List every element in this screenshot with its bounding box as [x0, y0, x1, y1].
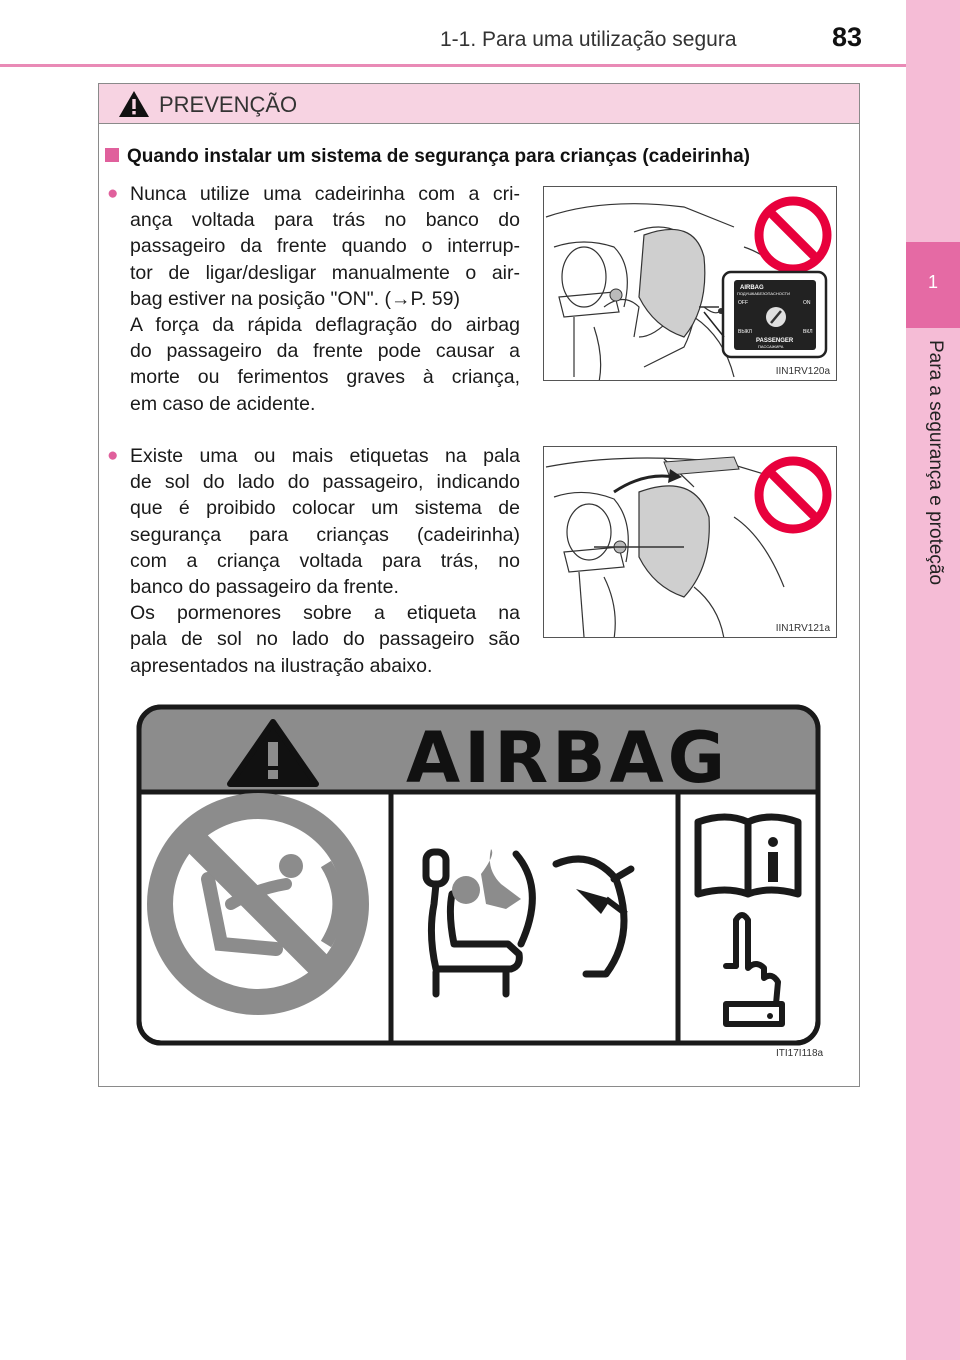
text-line: passageiro da frente quando o interrup-	[130, 235, 520, 258]
svg-text:ВЫКЛ: ВЫКЛ	[738, 329, 752, 335]
svg-text:ВКЛ: ВКЛ	[803, 329, 813, 335]
bullet-text-1	[130, 181, 520, 417]
text-line: Existe uma ou mais etiquetas na pala	[130, 445, 520, 467]
svg-text:ПАССАЖИРА: ПАССАЖИРА	[758, 344, 784, 349]
text-line: em caso de acidente.	[130, 392, 316, 415]
car-interior-illustration	[544, 447, 837, 638]
circle-bullet-icon: ●	[107, 445, 119, 466]
prohibited-child-seat-icon	[160, 806, 356, 1002]
circle-bullet-icon: ●	[107, 183, 119, 204]
page-number: 83	[832, 22, 863, 52]
text-line: ança voltada para trás no banco do	[130, 209, 520, 232]
warning-header	[99, 84, 859, 124]
text-line: banco do passageiro da frente.	[130, 576, 399, 599]
illustration-code: IIN1RV120a	[775, 366, 830, 377]
airbag-word: AIRBAG	[406, 717, 730, 799]
section-heading: Quando instalar um sistema de segurança para crianças (cadeirinha)	[105, 146, 750, 168]
side-strip	[906, 0, 960, 1360]
car-interior-illustration	[544, 187, 837, 381]
chapter-tab-label: Para a segurança e proteção	[925, 340, 946, 586]
airbag-warning-label	[136, 704, 821, 1046]
text-line: de sol do lado do passageiro, indicando	[130, 471, 520, 494]
warning-title: PREVENÇÃO	[159, 92, 298, 117]
page-header	[0, 0, 906, 62]
text-line: morte ou ferimentos graves à criança,	[130, 366, 520, 389]
airbag-label-graphic	[136, 704, 821, 1046]
text-line: que é proibido colocar um sistema de	[130, 497, 520, 520]
text-line: do passageiro da frente pode causar a	[130, 340, 520, 363]
illustration-airbag-switch	[543, 186, 837, 381]
header-divider	[0, 64, 906, 67]
illustration-sun-visor	[543, 446, 837, 638]
text-line: A força da rápida deflagração do airbag	[130, 314, 520, 337]
text-line: pala de sol no lado do passageiro são	[130, 628, 520, 651]
svg-text:ПОДУШКАБЕЗОПАСНОСТИ: ПОДУШКАБЕЗОПАСНОСТИ	[737, 291, 790, 296]
chapter-tab[interactable]	[906, 242, 960, 328]
text-line: bag estiver na posição "ON". (→P. 59)	[130, 287, 460, 310]
svg-text:OFF: OFF	[738, 300, 748, 306]
illustration-code: IIN1RV121a	[775, 623, 830, 634]
svg-text:ON: ON	[803, 300, 811, 306]
text-line: segurança para crianças (cadeirinha)	[130, 523, 520, 546]
square-bullet-icon	[105, 148, 119, 162]
warning-triangle-icon	[118, 90, 150, 118]
illustration-code: ITI17I118a	[776, 1048, 824, 1059]
text-line: apresentados na ilustração abaixo.	[130, 654, 433, 677]
text-line: tor de ligar/desligar manualmente o air-	[130, 261, 520, 284]
text-line: Os pormenores sobre a etiqueta na	[130, 602, 520, 625]
svg-text:AIRBAG: AIRBAG	[740, 285, 764, 291]
svg-text:PASSENGER: PASSENGER	[756, 338, 794, 344]
text-line: Nunca utilize uma cadeirinha com a cri-	[130, 183, 520, 205]
bullet-text-2	[130, 443, 520, 679]
chapter-title: 1-1. Para uma utilização segura	[440, 28, 737, 51]
chapter-tab-number: 1	[927, 272, 938, 292]
text-line: com a criança voltada para trás, no	[130, 549, 520, 572]
